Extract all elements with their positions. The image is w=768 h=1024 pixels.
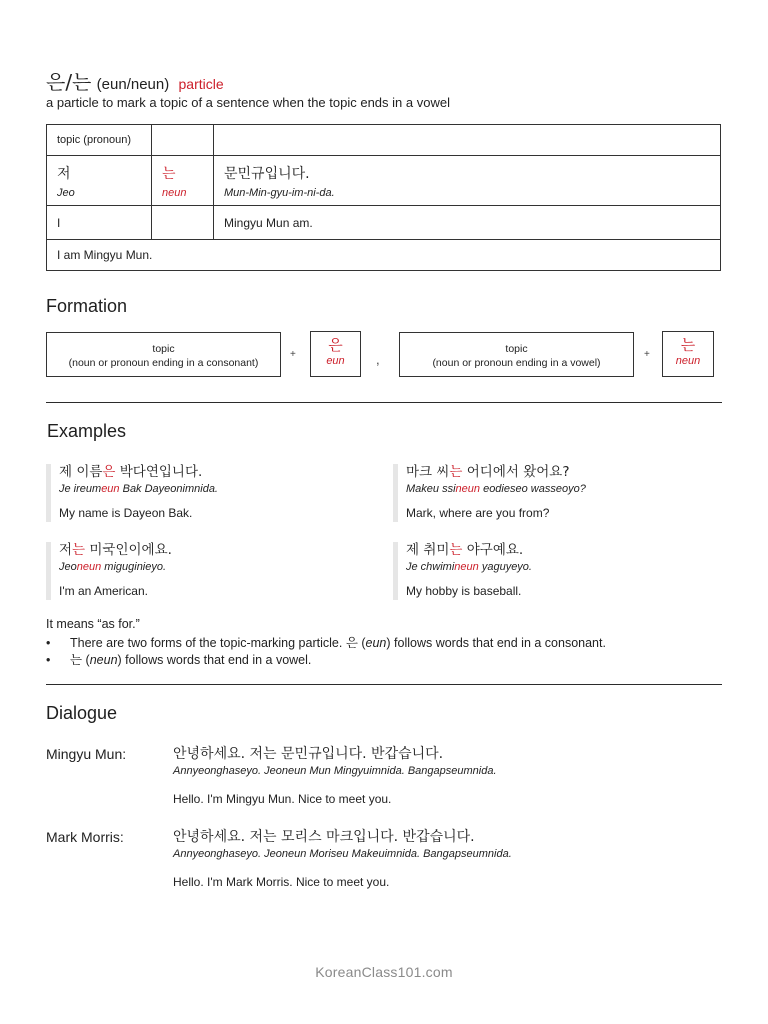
- table-header-empty: [152, 125, 214, 156]
- example-english: Mark, where are you from?: [406, 506, 550, 520]
- example-english: My name is Dayeon Bak.: [59, 506, 193, 520]
- dialogue-line: [173, 829, 723, 889]
- formation-plus-1: +: [290, 349, 296, 360]
- formation-eun-romanization: eun: [326, 355, 345, 367]
- formation-vowel-topic-label: topic: [505, 343, 528, 355]
- dialogue-english: Hello. I'm Mark Morris. Nice to meet you.: [173, 875, 390, 889]
- topic-korean: 저: [57, 165, 71, 182]
- example-particle: 는: [72, 542, 86, 558]
- formation-eun-box: [310, 331, 361, 377]
- particle-korean: 는: [162, 165, 176, 182]
- example-korean: 제 이름은 박다연입니다.: [59, 464, 203, 480]
- title-part-of-speech: particle: [178, 76, 224, 92]
- usage-bullet-2: • 는 (neun) follows words that end in a vowel.: [46, 652, 312, 667]
- table-header-empty-2: [214, 125, 721, 156]
- example-item: [46, 464, 366, 522]
- formation-vowel-topic-box: [399, 332, 634, 377]
- table-cell-particle-en: [152, 206, 214, 240]
- table-cell-rest: [214, 156, 721, 206]
- table-header-topic: topic (pronoun): [47, 125, 152, 156]
- page-title: [46, 66, 224, 95]
- bullet-symbol: •: [46, 636, 51, 650]
- footer-site-link[interactable]: KoreanClass101.com: [315, 964, 453, 980]
- example-item: [393, 542, 713, 600]
- example-english: I'm an American.: [59, 584, 148, 598]
- formation-heading: Formation: [46, 296, 128, 316]
- formation-separator: ,: [376, 352, 380, 367]
- page-description: a particle to mark a topic of a sentence when the topic ends in a vowel: [46, 95, 450, 110]
- example-particle: 는: [449, 464, 463, 480]
- table-full-translation: I am Mingyu Mun.: [47, 240, 721, 271]
- dialogue-speaker: Mingyu Mun:: [46, 746, 127, 762]
- dialogue-korean: 안녕하세요. 저는 문민규입니다. 반갑습니다.: [173, 746, 444, 762]
- formation-consonant-topic-desc: (noun or pronoun ending in a consonant): [68, 357, 259, 369]
- bullet-symbol: •: [46, 653, 51, 667]
- dialogue-heading: Dialogue: [46, 703, 118, 723]
- divider: [46, 684, 722, 685]
- example-item: [46, 542, 366, 600]
- example-romanization: Je chwimineun yaguyeyo.: [406, 561, 532, 573]
- example-particle: 은: [102, 464, 116, 480]
- formation-vowel-topic-desc: (noun or pronoun ending in a vowel): [432, 357, 601, 369]
- dialogue-speaker: Mark Morris:: [46, 829, 124, 845]
- formation-neun-box: [662, 331, 714, 377]
- dialogue-line: [173, 746, 723, 806]
- dialogue-korean: 안녕하세요. 저는 모리스 마크입니다. 반갑습니다.: [173, 829, 475, 845]
- examples-heading: Examples: [47, 421, 127, 441]
- example-korean: 저는 미국인이에요.: [59, 542, 172, 558]
- usage-note: It means “as for.”: [46, 617, 140, 631]
- example-particle: 는: [449, 542, 463, 558]
- title-korean: 은/는: [46, 70, 92, 94]
- divider: [46, 402, 722, 403]
- table-cell-topic: [47, 156, 152, 206]
- topic-table: [46, 124, 721, 271]
- dialogue-english: Hello. I'm Mingyu Mun. Nice to meet you.: [173, 792, 392, 806]
- table-cell-topic-en: I: [47, 206, 152, 240]
- formation-neun-romanization: neun: [675, 355, 701, 367]
- usage-bullet-1: • There are two forms of the topic-marking particle. 은 (eun) follows words that end in a consonant.: [46, 635, 606, 650]
- table-cell-particle: [152, 156, 214, 206]
- dialogue-romanization: Annyeonghaseyo. Jeoneun Moriseu Makeuimnida. Bangapseumnida.: [173, 848, 512, 860]
- example-item: [393, 464, 713, 522]
- example-korean: 제 취미는 야구예요.: [406, 542, 524, 558]
- formation-consonant-topic-label: topic: [152, 343, 175, 355]
- topic-romanization: Jeo: [57, 186, 75, 199]
- example-romanization: Je ireumeun Bak Dayeonimnida.: [59, 483, 218, 495]
- formation-consonant-topic-box: [46, 332, 281, 377]
- example-romanization: Jeoneun miguginieyo.: [59, 561, 167, 573]
- rest-korean: 문민규입니다.: [224, 165, 310, 182]
- example-romanization: Makeu ssineun eodieseo wasseoyo?: [406, 483, 586, 495]
- dialogue-romanization: Annyeonghaseyo. Jeoneun Mun Mingyuimnida. Bangapseumnida.: [173, 765, 497, 777]
- table-cell-rest-en: Mingyu Mun am.: [214, 206, 721, 240]
- title-romanization: (eun/neun): [96, 76, 170, 93]
- formation-neun-korean: 는: [680, 336, 696, 354]
- formation-eun-korean: 은: [328, 336, 343, 354]
- example-korean: 마크 씨는 어디에서 왔어요?: [406, 464, 570, 480]
- example-english: My hobby is baseball.: [406, 584, 522, 598]
- rest-romanization: Mun-Min-gyu-im-ni-da.: [224, 186, 335, 199]
- formation-plus-2: +: [644, 349, 650, 360]
- particle-romanization: neun: [162, 186, 187, 199]
